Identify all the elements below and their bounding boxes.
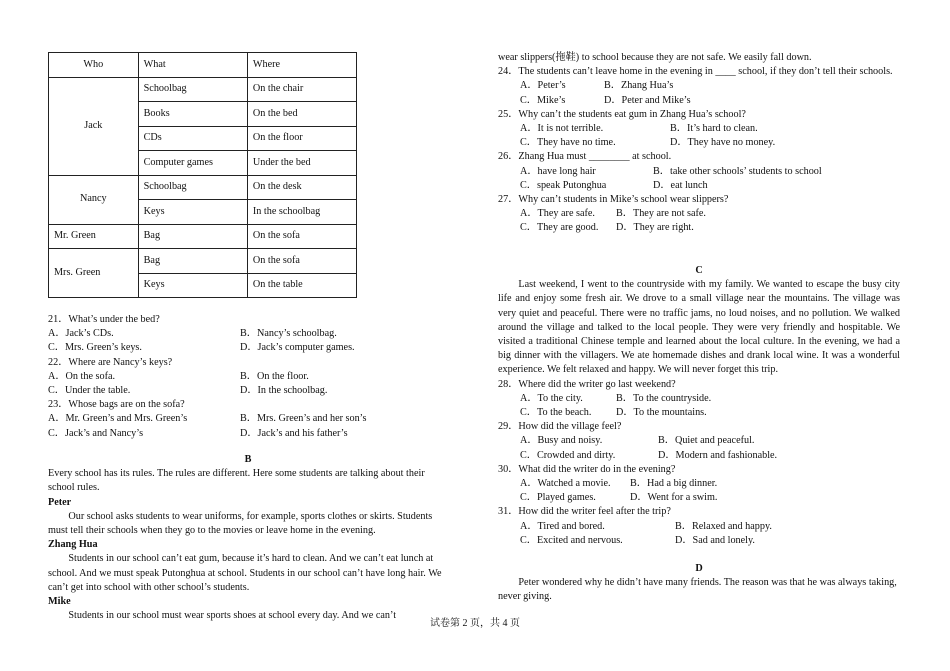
option-c[interactable]: C．Excited and nervous. [520,534,623,546]
section-c [498,264,900,548]
option-a[interactable]: A．Watched a movie. [520,478,611,490]
question-25-options-row1 [498,122,900,136]
question-24-stem: 24．The students can’t leave home in the evening in ____ school, if they don’t tell their schools. [498,66,893,78]
option-c[interactable]: C．Mrs. Green’s keys. [48,342,142,354]
section-c-passage: Last weekend, I went to the countryside with my family. We wanted to escape the busy city life and enjoy some fresh air. We drove to a small village near the mountains. The village was very quiet and peaceful. There were no traffic jams, no loud noises, and no pollution. We walked around the village and talked to the local people. They were very friendly and hospitable. We visited a traditional Chinese temple and learned about the local culture. In the evening, we had a big dinner with the villagers. We ate homemade dishes and drank local wine. It was a wonderful experience. We felt relaxed and happy. We will never forget this trip. [498,279,900,376]
table-who-cell: Nancy [49,175,139,224]
table-cell: Keys [138,200,247,225]
option-b[interactable]: B．On the floor. [240,370,309,382]
question-23-options-row2 [48,427,448,441]
question-21-options-row2 [48,341,448,355]
table-cell: On the floor [247,126,356,151]
option-c[interactable]: C．To the beach. [520,407,592,419]
table-row [49,77,357,102]
table-cell: On the sofa [247,224,356,249]
option-d[interactable]: D．They are right. [616,222,694,234]
section-b-title: B [244,454,252,465]
question-24-options-row1 [498,79,900,93]
table-cell: Under the bed [247,151,356,176]
option-a[interactable]: A．have long hair [520,165,596,177]
table-row [49,224,357,249]
question-23-options-row1 [48,412,448,426]
speaker-mike: Mike [48,596,71,608]
option-b[interactable]: B．Zhang Hua’s [604,80,674,92]
option-c[interactable]: C．Crowded and dirty. [520,449,616,461]
question-29-options-row1 [498,434,900,448]
question-27-options-row1 [498,207,900,221]
table-cell: CDs [138,126,247,151]
option-a[interactable]: A．Busy and noisy. [520,435,603,447]
question-29-options-row2 [498,449,900,463]
question-28-options-row2 [498,406,900,420]
peter-paragraph: Our school asks students to wear uniforms, for example, sports clothes or skirts. Students must tell their schools when they go to the movies or leave home in the evening. [48,510,433,537]
question-24-options-row2 [498,94,900,108]
question-21-stem: 21．What’s under the bed? [48,314,160,325]
question-26-options-row1 [498,165,900,179]
option-c[interactable]: C．Under the table. [48,385,131,397]
question-27-stem: 27．Why can’t students in Mike’s school wear slippers? [498,194,729,206]
question-31-options-row2 [498,534,900,548]
table-header-cell: Where [247,53,356,78]
table-row [49,175,357,200]
option-c[interactable]: C．They are good. [520,222,599,234]
option-b[interactable]: B．They are not safe. [616,208,706,220]
section-d-passage: Peter wondered why he didn’t have many friends. The reason was that he was always taking, never giving. [498,577,897,603]
who-what-where-table [48,52,357,298]
table-cell: On the sofa [247,249,356,274]
table-who-cell: Mrs. Green [49,249,139,298]
table-cell: On the bed [247,102,356,127]
question-26-stem: 26．Zhang Hua must ________ at school. [498,151,672,163]
question-30-stem: 30．What did the writer do in the evening? [498,463,676,475]
option-b[interactable]: B．Quiet and peaceful. [658,435,755,447]
question-27-options-row2 [498,221,900,235]
option-d[interactable]: D．eat lunch [653,179,708,191]
option-d[interactable]: D．Modern and fashionable. [658,449,778,461]
table-header-cell: What [138,53,247,78]
option-d[interactable]: D．To the mountains. [616,407,707,419]
option-a[interactable]: A．It is not terrible. [520,123,604,135]
question-25-options-row2 [498,136,900,150]
option-b[interactable]: B．Nancy’s schoolbag. [240,328,337,340]
table-cell: Schoolbag [138,77,247,102]
section-b-intro: Every school has its rules. The rules are different. Here some students are talking about their school rules. [48,468,425,494]
mike-paragraph-continued: wear slippers(拖鞋) to school because they are not safe. We easily fall down. [498,52,812,63]
mike-paragraph: Students in our school must wear sports shoes at school every day. And we can’t [68,610,397,622]
table-cell: On the chair [247,77,356,102]
table-row [49,249,357,274]
option-c[interactable]: C．Mike’s [520,94,566,106]
option-d[interactable]: D．Jack’s computer games. [240,342,355,354]
option-d[interactable]: D．They have no money. [670,137,776,149]
option-d[interactable]: D．Peter and Mike’s [604,94,691,106]
option-b[interactable]: B．take other schools’ students to school [653,165,822,177]
option-a[interactable]: A．Mr. Green’s and Mrs. Green’s [48,413,188,425]
option-c[interactable]: C．speak Putonghua [520,179,607,191]
option-a[interactable]: A．Tired and bored. [520,520,605,532]
option-a[interactable]: A．Jack’s CDs. [48,328,114,340]
option-b[interactable]: B．Mrs. Green’s and her son’s [240,413,367,425]
table-header-row [49,53,357,78]
question-28-options-row1 [498,392,900,406]
option-b[interactable]: B．Relaxed and happy. [675,520,772,532]
option-a[interactable]: A．To the city. [520,392,583,404]
option-c[interactable]: C．Jack’s and Nancy’s [48,427,144,439]
zhang-hua-paragraph: Students in our school can’t eat gum, because it’s hard to clean. And we can’t eat lunch at school. And we must speak Putonghua at school. Students in our school can’t have long hair. We can’t get into school with other school’s students. [48,553,442,593]
table-cell: Computer games [138,151,247,176]
question-26-options-row2 [498,179,900,193]
table-cell: Keys [138,273,247,298]
questions-24-27 [498,51,900,236]
question-23-stem: 23．Whose bags are on the sofa? [48,399,185,411]
option-a[interactable]: A．On the sofa. [48,370,116,382]
section-c-title: C [695,265,703,276]
table-cell: On the desk [247,175,356,200]
option-b[interactable]: B．To the countryside. [616,392,712,404]
table-cell: Bag [138,249,247,274]
question-22-options-row1 [48,370,448,384]
table-cell: Books [138,102,247,127]
option-d[interactable]: D．Sad and lonely. [675,534,755,546]
section-d [498,562,900,605]
question-25-stem: 25．Why can’t the students eat gum in Zhang Hua’s school? [498,108,746,120]
page-footer: 试卷第 2 页，共 4 页 [430,618,520,629]
question-31-stem: 31．How did the writer feel after the trip? [498,506,671,518]
option-d[interactable]: D．Went for a swim. [630,492,718,504]
table-cell: Bag [138,224,247,249]
question-21-options-row1 [48,327,448,341]
section-d-title: D [695,563,703,574]
option-c[interactable]: C．Played games. [520,492,596,504]
option-a[interactable]: A．Peter’s [520,80,566,92]
table-who-cell: Mr. Green [49,224,139,249]
speaker-peter: Peter [48,496,72,508]
option-b[interactable]: B．It’s hard to clean. [670,123,758,135]
option-a[interactable]: A．They are safe. [520,208,595,220]
question-29-stem: 29．How did the village feel? [498,421,622,433]
question-28-stem: 28．Where did the writer go last weekend? [498,378,676,390]
option-d[interactable]: D．In the schoolbag. [240,385,328,397]
speaker-zhang-hua: Zhang Hua [48,539,98,551]
question-30-options-row1 [498,477,900,491]
question-22-stem: 22．Where are Nancy’s keys? [48,356,173,368]
table-cell: In the schoolbag [247,200,356,225]
section-b [48,453,448,623]
question-31-options-row1 [498,520,900,534]
option-d[interactable]: D．Jack’s and his father’s [240,427,348,439]
questions-21-23 [48,313,448,441]
option-b[interactable]: B．Had a big dinner. [630,478,718,490]
table-who-cell: Jack [49,77,139,175]
table-cell: On the table [247,273,356,298]
question-30-options-row2 [498,491,900,505]
table-cell: Schoolbag [138,175,247,200]
table-header-cell: Who [49,53,139,78]
question-22-options-row2 [48,384,448,398]
option-c[interactable]: C．They have no time. [520,137,616,149]
